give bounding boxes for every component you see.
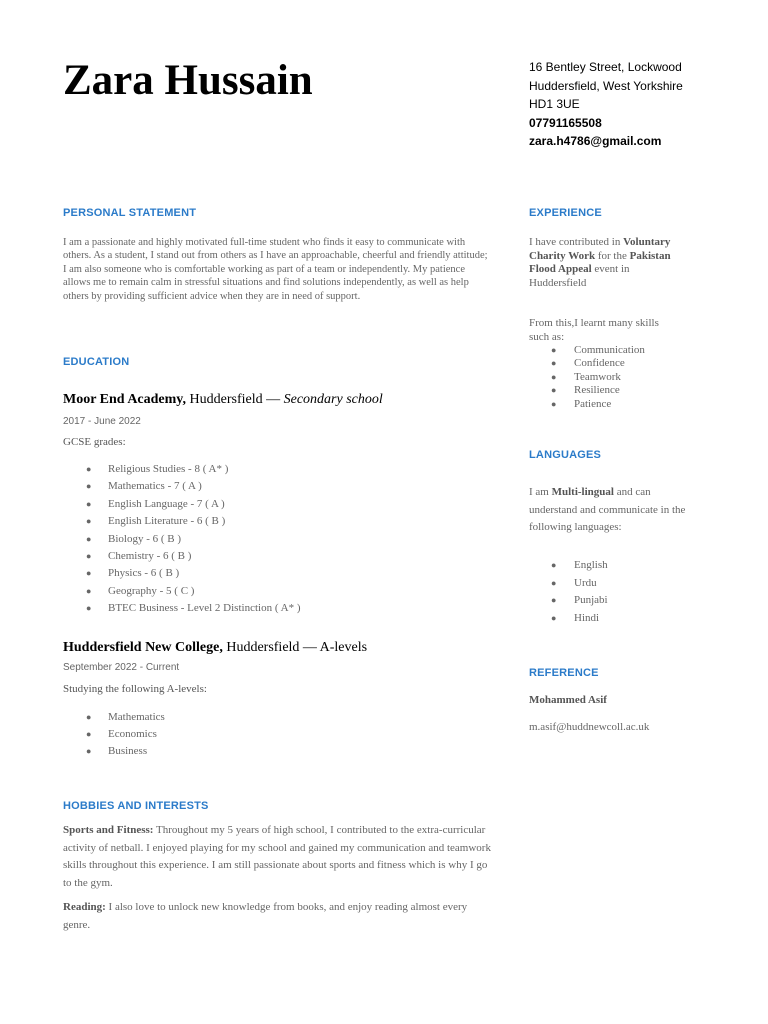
bullet-icon: ● xyxy=(86,516,92,527)
skill-item-label: Teamwork xyxy=(574,370,621,383)
skill-item xyxy=(551,384,645,397)
languages-text-a: I am xyxy=(529,486,552,498)
experience-heading: EXPERIENCE xyxy=(529,207,602,219)
experience-text-a: I have contributed in xyxy=(529,236,624,248)
gcse-grade-item xyxy=(86,565,300,582)
language-item xyxy=(551,557,608,575)
school-2-dates: September 2022 - Current xyxy=(63,662,180,673)
a-level-item-label: Business xyxy=(108,745,148,757)
gcse-grade-item-label: Religious Studies - 8 ( A* ) xyxy=(108,463,229,475)
bullet-icon: ● xyxy=(86,498,92,509)
a-level-item-label: Mathematics xyxy=(108,711,165,723)
gcse-grade-item-label: English Literature - 6 ( B ) xyxy=(108,515,226,528)
education-heading: EDUCATION xyxy=(63,356,130,368)
gcse-grade-item xyxy=(86,496,300,513)
gcse-grade-item xyxy=(86,531,300,548)
school-2-title xyxy=(63,640,367,656)
skill-item-label: Patience xyxy=(574,397,612,410)
gcse-grade-item-label: Geography - 5 ( C ) xyxy=(108,584,195,597)
candidate-name: Zara Hussain xyxy=(63,57,313,104)
address-line-2: Huddersfield, West Yorkshire xyxy=(529,78,683,93)
hobbies-text xyxy=(63,822,493,942)
skill-item xyxy=(551,357,645,370)
bullet-icon: ● xyxy=(551,560,557,570)
bullet-icon: ● xyxy=(551,612,557,623)
personal-statement-text: I am a passionate and highly motivated full-time student who finds it easy to communicate with others. As a student, I stand out from others as I have an approachable, cheerful and friendly attitude; I am also someone who is comfortable working as part of a team or independently. My patience allows me to remain calm in stressful situations and find solutions independently, as well as help others by providing sufficient advice when they are in need of support. xyxy=(63,237,488,302)
bullet-icon: ● xyxy=(86,481,92,492)
gcse-grade-item xyxy=(86,478,300,495)
skill-item xyxy=(551,344,645,357)
reference-email: m.asif@huddnewcoll.ac.uk xyxy=(529,721,650,733)
bullet-icon: ● xyxy=(86,568,92,579)
gcse-grade-item-label: BTEC Business - Level 2 Distinction ( A* ) xyxy=(108,602,301,615)
languages-heading: LANGUAGES xyxy=(529,449,602,461)
a-level-item xyxy=(86,743,165,760)
language-item-label: English xyxy=(574,559,608,571)
gcse-grade-item-label: English Language - 7 ( A ) xyxy=(108,497,225,510)
languages-multilingual: Multi-lingual xyxy=(551,486,614,498)
languages-text xyxy=(529,484,689,537)
bullet-icon: ● xyxy=(86,603,92,614)
bullet-icon: ● xyxy=(551,577,557,588)
hobby-sports-text: Throughout my 5 years of high school, I contributed to the extra-curricular activity of netball. I enjoyed playing for my school and gained my communication and teamwork skills throughout this experience. I am still passionate about sports and fitness which is why I go to the gym. xyxy=(63,824,491,889)
a-level-list xyxy=(86,709,165,760)
address-line-1: 16 Bentley Street, Lockwood xyxy=(529,60,682,74)
school-1-title xyxy=(63,392,383,408)
skill-item xyxy=(551,371,645,384)
a-level-item xyxy=(86,726,165,743)
gcse-grade-item xyxy=(86,600,300,617)
bullet-icon: ● xyxy=(551,345,557,355)
language-item xyxy=(551,575,608,593)
school-1-intro: GCSE grades: xyxy=(63,436,126,448)
hobby-reading-lead: Reading: xyxy=(63,901,106,914)
gcse-grade-item-label: Mathematics - 7 ( A ) xyxy=(108,480,202,493)
reference-name: Mohammed Asif xyxy=(529,694,607,706)
bullet-icon: ● xyxy=(551,358,557,369)
skills-list xyxy=(551,344,645,411)
gcse-grade-item-label: Physics - 6 ( B ) xyxy=(108,567,180,580)
experience-text-c: for the xyxy=(595,249,630,262)
school-2-name: Huddersfield New College, xyxy=(63,640,223,655)
gcse-grade-item-label: Chemistry - 6 ( B ) xyxy=(108,549,192,562)
gcse-grade-item xyxy=(86,513,300,530)
experience-charity: Voluntary Charity Work xyxy=(529,236,671,262)
skill-item-label: Communication xyxy=(574,344,645,356)
school-1-place: Huddersfield — xyxy=(186,392,284,407)
school-1-name: Moor End Academy, xyxy=(63,392,187,407)
hobby-reading-text: I also love to unlock new knowledge from books, and enjoy reading almost every genre. xyxy=(63,901,468,931)
language-item-label: Punjabi xyxy=(574,594,608,607)
a-level-item-label: Economics xyxy=(108,728,157,740)
school-2-intro: Studying the following A-levels: xyxy=(63,683,207,695)
languages-list xyxy=(551,557,608,627)
bullet-icon: ● xyxy=(86,550,92,561)
gcse-grade-item xyxy=(86,583,300,600)
school-2-place: Huddersfield — A-levels xyxy=(222,640,368,655)
phone-number: 07791165508 xyxy=(529,115,602,130)
experience-text xyxy=(529,236,679,290)
gcse-grade-item xyxy=(86,548,300,565)
gcse-grade-item-label: Biology - 6 ( B ) xyxy=(108,532,182,545)
postcode: HD1 3UE xyxy=(529,97,580,111)
bullet-icon: ● xyxy=(86,533,92,544)
skill-item xyxy=(551,398,645,411)
skill-item-label: Confidence xyxy=(574,357,625,370)
bullet-icon: ● xyxy=(551,398,557,409)
skill-item-label: Resilience xyxy=(574,384,620,397)
bullet-icon: ● xyxy=(551,595,557,606)
bullet-icon: ● xyxy=(551,385,557,396)
experience-appeal: Pakistan Flood Appeal xyxy=(529,249,671,275)
language-item-label: Hindi xyxy=(574,611,600,624)
hobby-reading xyxy=(63,899,493,934)
gcse-grades-list xyxy=(86,461,300,618)
personal-statement-heading: PERSONAL STATEMENT xyxy=(63,207,197,219)
hobbies-heading: HOBBIES AND INTERESTS xyxy=(63,800,209,812)
gcse-grade-item xyxy=(86,461,300,478)
school-1-type: Secondary school xyxy=(283,392,383,407)
email-address: zara.h4786@gmail.com xyxy=(529,134,662,148)
bullet-icon: ● xyxy=(86,729,92,739)
school-1-dates: 2017 - June 2022 xyxy=(63,416,141,427)
bullet-icon: ● xyxy=(86,464,92,474)
hobby-sports xyxy=(63,822,493,892)
bullet-icon: ● xyxy=(86,712,92,722)
language-item xyxy=(551,610,608,628)
hobby-sports-lead: Sports and Fitness: xyxy=(63,824,154,836)
bullet-icon: ● xyxy=(86,585,92,596)
bullet-icon: ● xyxy=(551,371,557,382)
contact-block xyxy=(529,58,683,151)
experience-text-e: event in Huddersfield xyxy=(529,263,630,289)
reference-heading: REFERENCE xyxy=(529,667,599,679)
bullet-icon: ● xyxy=(86,746,92,756)
language-item-label: Urdu xyxy=(574,576,597,589)
language-item xyxy=(551,592,608,610)
a-level-item xyxy=(86,709,165,726)
languages-text-c: and can understand and communicate in the following languages: xyxy=(529,486,686,534)
experience-skills-intro: From this,I learnt many skills such as: xyxy=(529,317,659,343)
